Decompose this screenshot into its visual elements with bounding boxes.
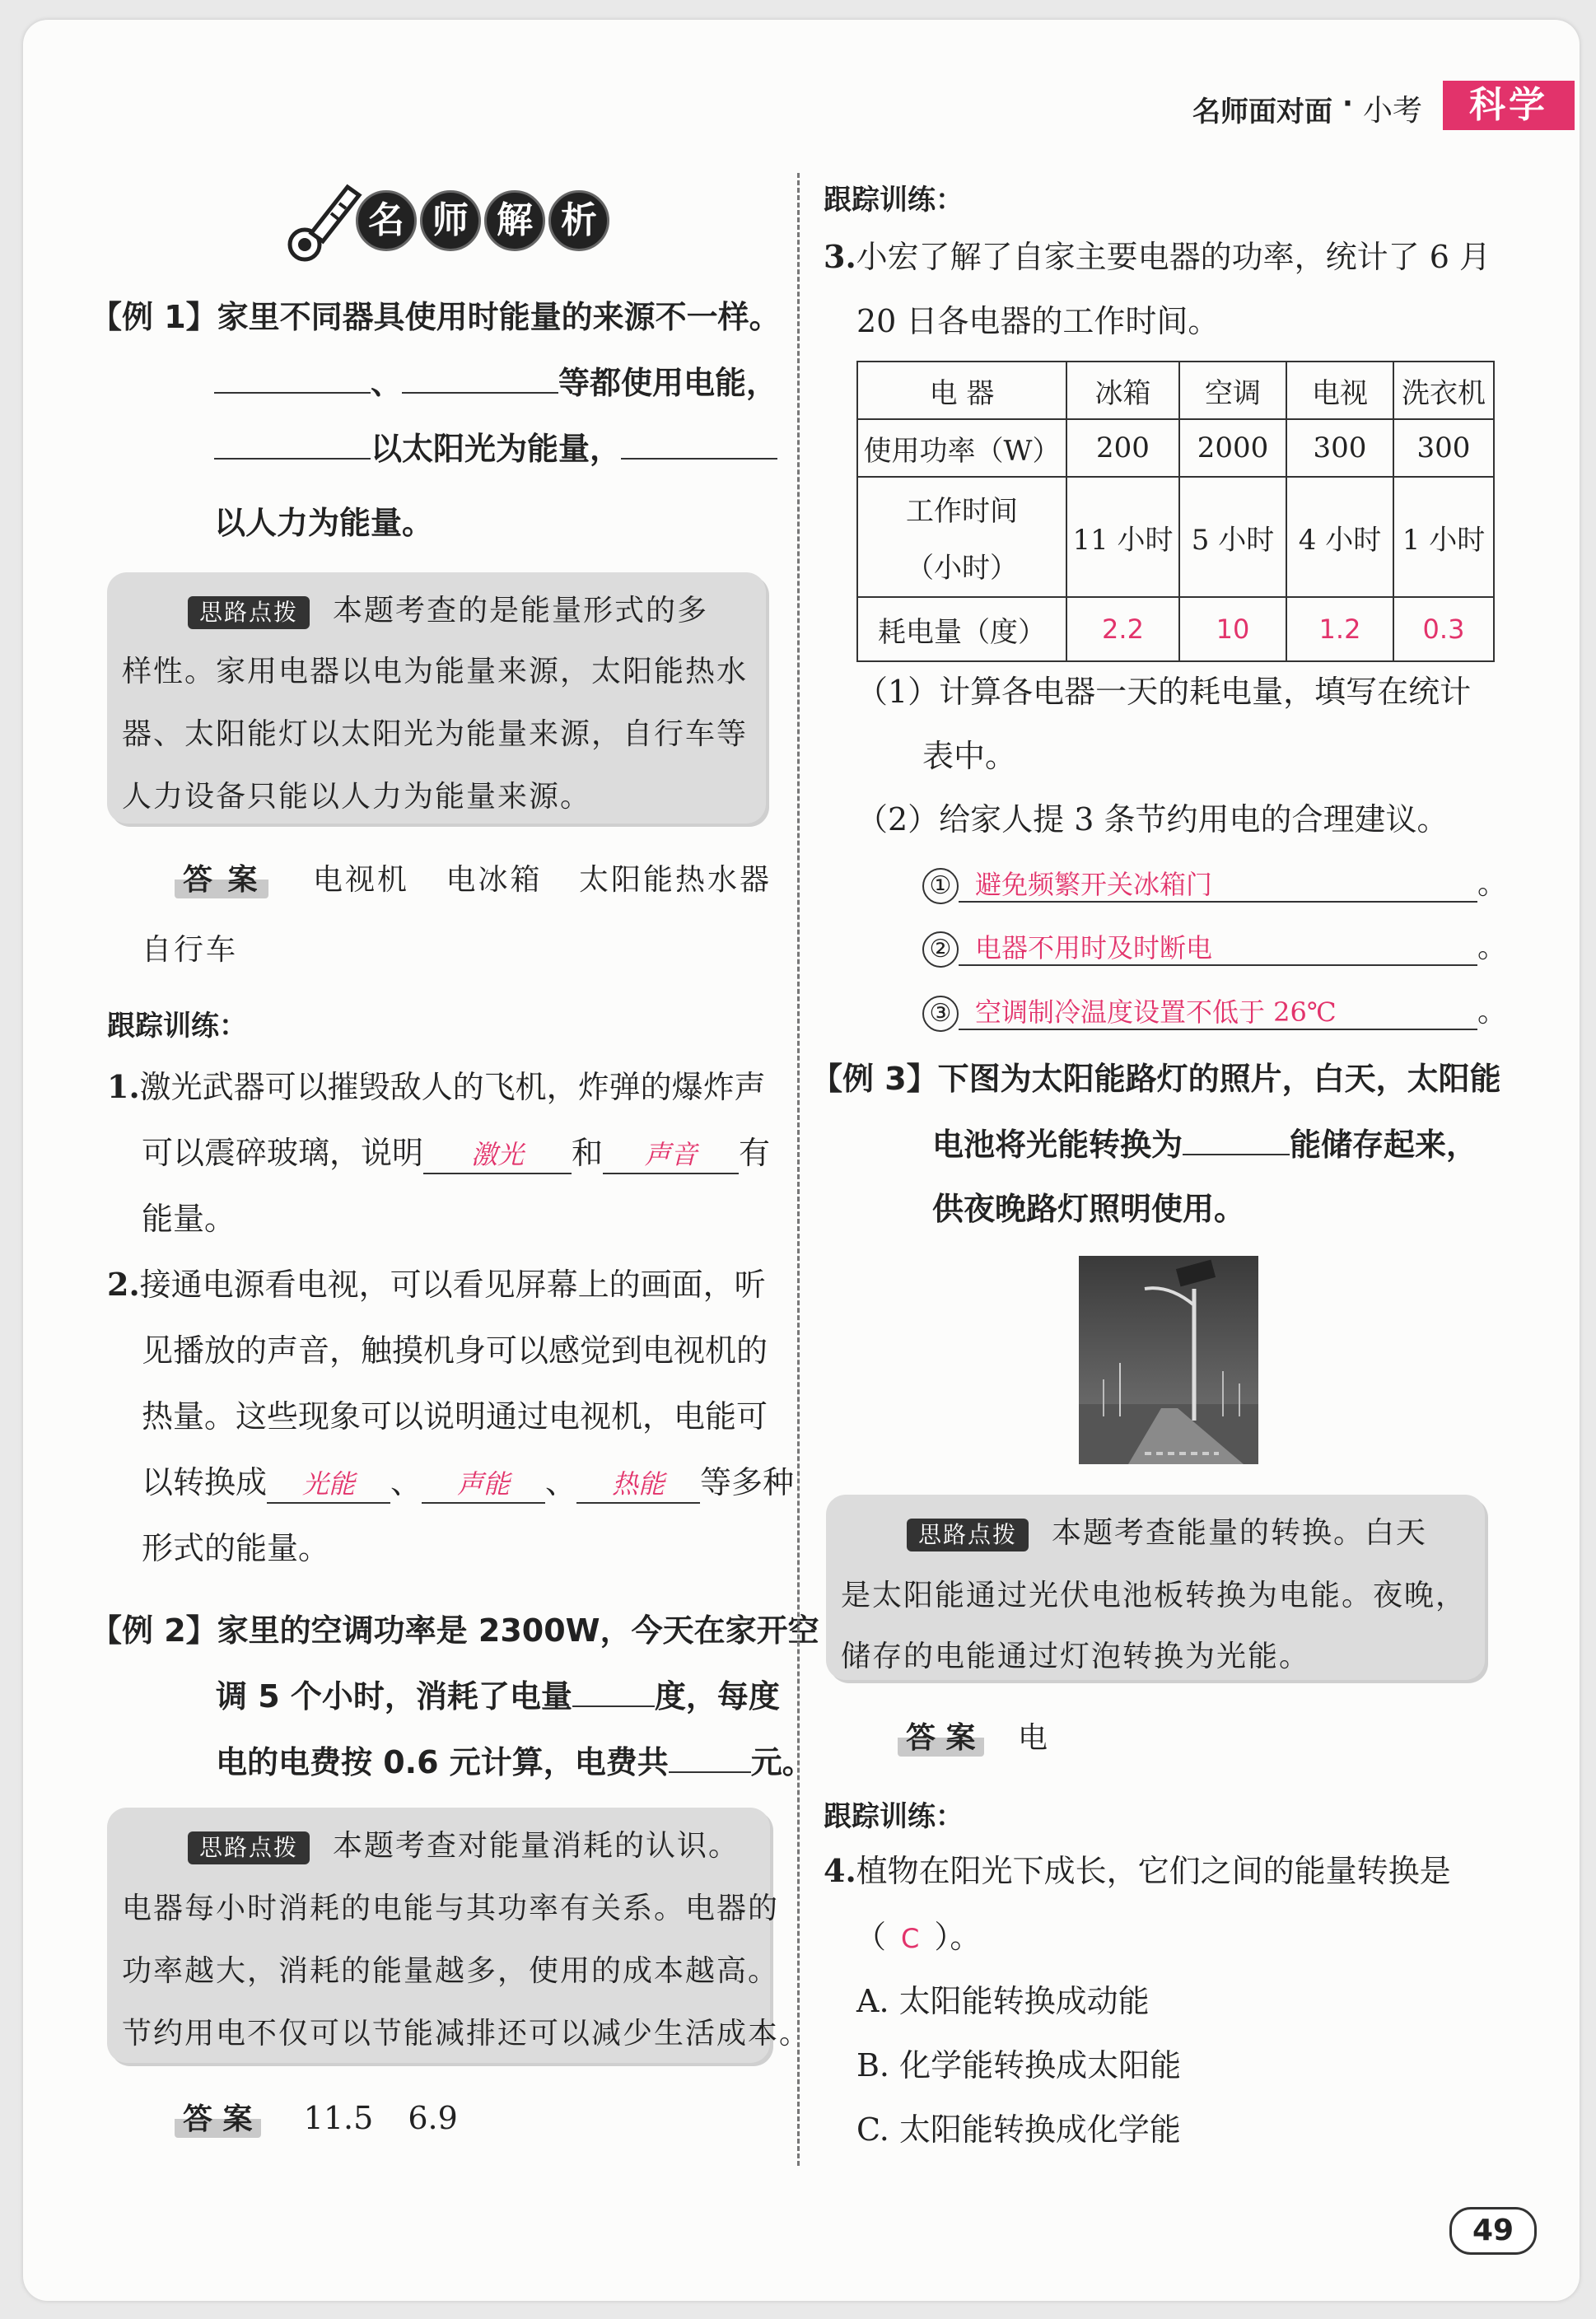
example-2: 【例 2】家里的空调功率是 2300W，今天在家开空	[91, 1612, 819, 1649]
question-3: 3.小宏了解了自家主要电器的功率，统计了 6 月	[824, 238, 1491, 275]
question-2-line5: 形式的能量。	[142, 1530, 330, 1566]
header-dot: ·	[1342, 87, 1353, 120]
suggestion-3: ③ 空调制冷温度设置不低于 26℃ 。	[922, 988, 1507, 1032]
example-label: 【例 2】	[91, 1612, 217, 1649]
column-divider	[797, 173, 800, 2166]
section-banner	[280, 177, 609, 268]
answer-1-line2: 自行车	[142, 933, 239, 967]
banner-char: 名	[356, 190, 417, 251]
question-2: 2.接通电源看电视，可以看见屏幕上的画面，听	[107, 1266, 766, 1303]
example-3: 【例 3】下图为太阳能路灯的照片，白天，太阳能	[811, 1061, 1501, 1097]
answer-label: 答 案	[175, 2096, 261, 2138]
hint-tag: 思路点拨	[188, 1831, 310, 1864]
answer-1: 答 案 电视机 电冰箱 太阳能热水器	[175, 856, 772, 898]
option-b: B. 化学能转换成太阳能	[856, 2047, 1182, 2083]
track-heading: 跟踪训练：	[824, 184, 964, 217]
question-3-part1-line2: 表中。	[922, 738, 1017, 774]
question-3-line2: 20 日各电器的工作时间。	[856, 303, 1220, 339]
answer-3: 答 案 电	[898, 1715, 1048, 1757]
page-number: 49	[1449, 2207, 1537, 2255]
hint-box-3: 思路点拨 本题考查能量的转换。白天 是太阳能通过光伏电池板转换为电能。夜晚， 储存的电能通过灯泡转换为光能。	[826, 1495, 1485, 1680]
hint-tag: 思路点拨	[188, 596, 310, 629]
example-2-line2: 调 5 个小时，消耗了电量 度，每度	[216, 1663, 780, 1729]
answer-2: 答 案 11.5 6.9	[175, 2096, 458, 2138]
question-2-line3: 热量。这些现象可以说明通过电视机，电能可	[142, 1398, 768, 1435]
example-3-line3: 供夜晚路灯照明使用。	[932, 1191, 1246, 1227]
question-2-line4: 以转换成 光能 、 声能 、 热能 等多种	[142, 1449, 794, 1515]
hint-tag: 思路点拨	[907, 1519, 1029, 1551]
suggestion-1: ① 避免频繁开关冰箱门 。	[922, 861, 1507, 904]
question-3-part2: （2）给家人提 3 条节约用电的合理建议。	[856, 801, 1449, 838]
example-1-line4: 以人力为能量。	[214, 505, 434, 541]
table-row: 电 器 冰箱 空调 电视 洗衣机	[857, 362, 1494, 419]
question-4-line2: （ C ）。	[855, 1919, 982, 1955]
question-3-part1: （1）计算各电器一天的耗电量，填写在统计	[856, 674, 1472, 710]
table-row: 工作时间 （小时） 11 小时 5 小时 4 小时 1 小时	[857, 477, 1494, 597]
example-label: 【例 3】	[811, 1061, 938, 1097]
question-1-line3: 能量。	[142, 1201, 236, 1237]
option-a: A. 太阳能转换成动能	[856, 1983, 1150, 2019]
track-heading: 跟踪训练：	[824, 1800, 964, 1833]
question-1-line2: 可以震碎玻璃，说明 激光 和 声音 有	[142, 1120, 770, 1186]
question-4: 4.植物在阳光下成长，它们之间的能量转换是	[824, 1852, 1451, 1889]
track-heading: 跟踪训练：	[107, 1010, 247, 1043]
header-brand: 名师面对面	[1192, 96, 1332, 128]
banner-char: 析	[548, 190, 609, 251]
question-2-line2: 见播放的声音，触摸机身可以感觉到电视机的	[142, 1332, 768, 1369]
answer-label: 答 案	[175, 856, 268, 898]
example-1-line2: 、 等都使用电能，	[214, 350, 777, 416]
example-2-line3: 电的电费按 0.6 元计算，电费共 元。	[216, 1729, 814, 1795]
option-c: C. 太阳能转换成化学能	[856, 2111, 1181, 2148]
banner-char: 解	[484, 190, 545, 251]
example-1: 【例 1】家里不同器具使用时能量的来源不一样。	[91, 299, 781, 335]
header-subject-badge: 科学	[1443, 81, 1575, 130]
header-level: 小考	[1363, 94, 1423, 128]
question-1: 1.激光武器可以摧毁敌人的飞机，炸弹的爆炸声	[107, 1068, 766, 1105]
hint-box-2: 思路点拨 本题考查对能量消耗的认识。 电器每小时消耗的电能与其功率有关系。电器的 功率越大，消耗的能量越多，使用的成本越高。 节约用电不仅可以节能减排还可以减少生活成本。	[107, 1808, 770, 2063]
solar-streetlight-photo	[1079, 1256, 1258, 1464]
example-label: 【例 1】	[91, 299, 217, 335]
example-1-line3: 以太阳光为能量，	[214, 416, 777, 482]
table-row: 使用功率（W） 200 2000 300 300	[857, 419, 1494, 477]
suggestion-2: ② 电器不用时及时断电 。	[922, 924, 1507, 968]
banner-char: 师	[420, 190, 481, 251]
power-table	[856, 361, 1495, 662]
hint-box-1: 思路点拨 本题考查的是能量形式的多 样性。家用电器以电为能量来源，太阳能热水 器、太阳能灯以太阳光为能量来源，自行车等 人力设备只能以人力为能量来源。	[107, 572, 766, 824]
answer-label: 答 案	[898, 1715, 984, 1757]
example-3-line2: 电池将光能转换为 能储存起来，	[932, 1112, 1477, 1178]
table-row: 耗电量（度） 2.2 10 1.2 0.3	[857, 597, 1494, 661]
